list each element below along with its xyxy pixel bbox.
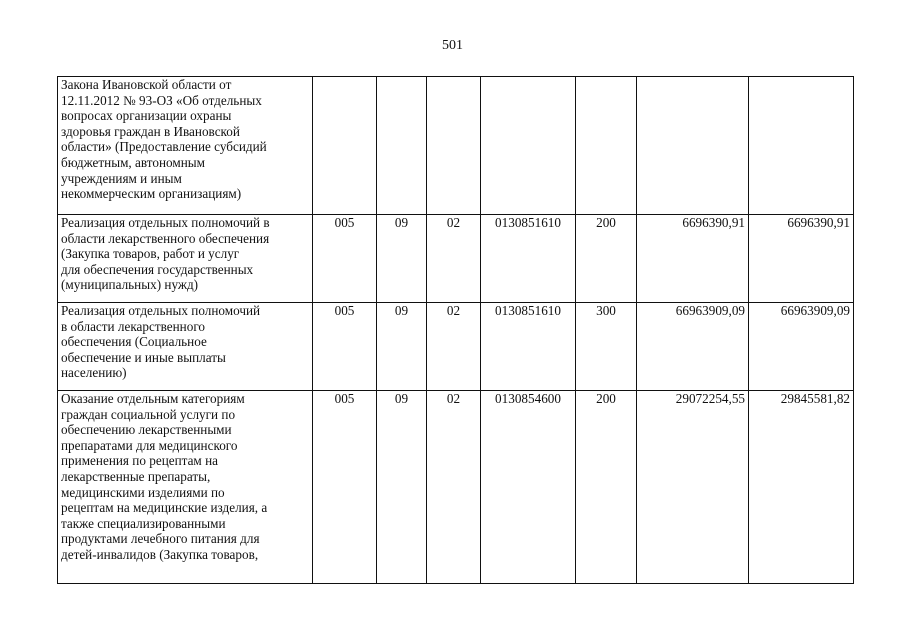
ministry-code-cell: 005 (313, 391, 377, 584)
amount-year-2-cell (749, 77, 854, 215)
description-line: здоровья граждан в Ивановской (61, 123, 240, 139)
subsection-code-cell (427, 77, 481, 215)
description-line: (муниципальных) нужд) (61, 277, 199, 293)
description-line: обеспечения (Социальное (61, 334, 207, 350)
description-line: продуктами лечебного питания для (61, 531, 260, 547)
description-line: лекарственные препараты, (61, 468, 211, 484)
amount-year-1-cell (637, 77, 749, 215)
table-row (58, 77, 854, 215)
description-line: детей-инвалидов (Закупка товаров, (61, 546, 259, 562)
amount-year-2-cell: 66963909,09 (749, 303, 854, 391)
page-number: 501 (442, 38, 463, 53)
description-cell (58, 77, 313, 215)
table-row (58, 303, 854, 391)
description-line: (Закупка товаров, работ и услуг (61, 246, 240, 262)
expense-type-cell: 200 (576, 215, 637, 303)
description-line: применения по рецептам на (61, 453, 218, 469)
ministry-code-cell (313, 77, 377, 215)
expense-type-cell: 300 (576, 303, 637, 391)
description-line: обеспечению лекарственными (61, 422, 232, 438)
amount-year-2-cell: 29845581,82 (749, 391, 854, 584)
description-line: вопросах организации охраны (61, 108, 232, 124)
description-line: для обеспечения государственных (61, 261, 254, 277)
description-line: медицинскими изделиями по (61, 484, 225, 500)
description-line: населению) (61, 365, 127, 381)
description-line: граждан социальной услуги по (61, 406, 236, 422)
description-line: области лекарственного обеспечения (61, 230, 270, 246)
subsection-code-cell: 02 (427, 303, 481, 391)
target-article-cell: 0130851610 (481, 215, 576, 303)
description-line: обеспечение и иные выплаты (61, 349, 226, 365)
ministry-code-cell: 005 (313, 303, 377, 391)
section-code-cell (377, 77, 427, 215)
table-row (58, 391, 854, 584)
description-line: также специализированными (61, 515, 226, 531)
expense-type-cell: 200 (576, 391, 637, 584)
amount-year-2-cell: 6696390,91 (749, 215, 854, 303)
description-line: Оказание отдельным категориям (61, 391, 245, 406)
target-article-cell (481, 77, 576, 215)
expense-type-cell (576, 77, 637, 215)
description-line: Реализация отдельных полномочий (61, 303, 261, 318)
description-line: 12.11.2012 № 93-ОЗ «Об отдельных (61, 92, 262, 108)
description-cell (58, 391, 313, 584)
amount-year-1-cell: 6696390,91 (637, 215, 749, 303)
description-line: некоммерческим организациям) (61, 186, 242, 202)
description-line: учреждениям и иным (61, 170, 182, 186)
amount-year-1-cell: 66963909,09 (637, 303, 749, 391)
subsection-code-cell: 02 (427, 391, 481, 584)
description-line: области» (Предоставление субсидий (61, 139, 267, 155)
section-code-cell: 09 (377, 391, 427, 584)
ministry-code-cell: 005 (313, 215, 377, 303)
description-line: Реализация отдельных полномочий в (61, 215, 270, 230)
description-cell (58, 303, 313, 391)
budget-table-body (58, 77, 854, 584)
description-line: Закона Ивановской области от (61, 77, 232, 92)
description-line: препаратами для медицинского (61, 437, 238, 453)
target-article-cell: 0130851610 (481, 303, 576, 391)
amount-year-1-cell: 29072254,55 (637, 391, 749, 584)
description-line: бюджетным, автономным (61, 154, 205, 170)
section-code-cell: 09 (377, 303, 427, 391)
target-article-cell: 0130854600 (481, 391, 576, 584)
description-cell (58, 215, 313, 303)
budget-table (57, 76, 854, 584)
description-line: рецептам на медицинские изделия, а (61, 500, 268, 516)
section-code-cell: 09 (377, 215, 427, 303)
subsection-code-cell: 02 (427, 215, 481, 303)
table-row (58, 215, 854, 303)
description-line: в области лекарственного (61, 318, 205, 334)
